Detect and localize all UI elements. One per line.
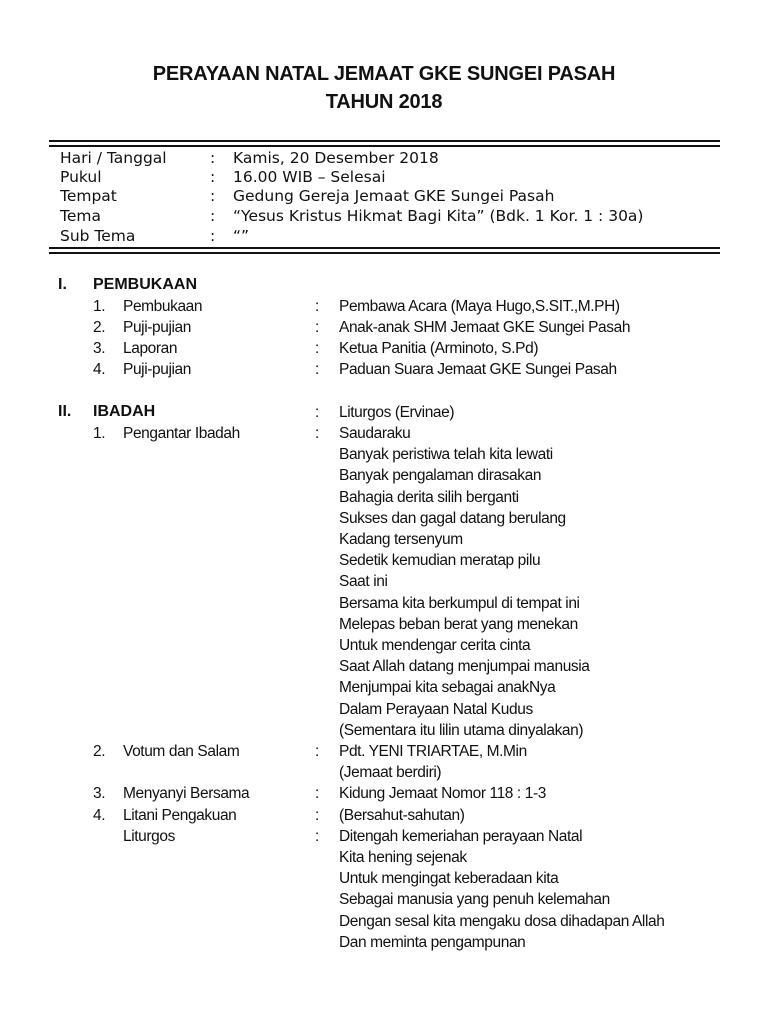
info-row-place: [60, 186, 720, 206]
item-value: Pdt. YENI TRIARTAE, M.Min: [339, 743, 527, 760]
item-value: Sedetik kemudian meratap pilu: [339, 552, 541, 570]
item-number: 3.: [93, 340, 106, 357]
ibadah-row: [0, 805, 768, 826]
item-label: Pengantar Ibadah: [123, 425, 240, 442]
item-value: Dan meminta pengampunan: [339, 933, 526, 951]
item-colon: :: [315, 319, 319, 336]
ibadah-row: [0, 571, 768, 592]
ibadah-row: [0, 593, 768, 614]
item-value: Saat ini: [339, 573, 388, 591]
item-label: Votum dan Salam: [123, 743, 240, 760]
section2-title: IBADAH: [93, 403, 156, 420]
item-number: 2.: [93, 743, 106, 760]
item-value: Bahagia derita silih berganti: [339, 488, 519, 506]
item-label: Liturgos: [123, 827, 175, 845]
ibadah-row: [0, 783, 768, 804]
info-value: “”: [233, 227, 250, 245]
item-value: (Jemaat berdiri): [339, 764, 442, 782]
info-label: Hari / Tanggal: [60, 149, 167, 167]
info-colon: :: [210, 207, 216, 225]
ibadah-row: [0, 508, 768, 529]
ibadah-row: [0, 635, 768, 656]
ibadah-row: [0, 847, 768, 868]
item-value: Banyak peristiwa telah kita lewati: [339, 446, 553, 464]
item-colon: :: [315, 404, 319, 421]
info-label: Tempat: [60, 187, 117, 205]
item-number: 2.: [93, 319, 106, 336]
item-value: Kita hening sejenak: [339, 849, 467, 866]
info-label: Tema: [60, 207, 101, 225]
item-label: Puji-pujian: [123, 361, 191, 378]
top-rule-1: [49, 140, 720, 142]
item-colon: :: [315, 785, 319, 803]
item-value: Untuk mengingat keberadaan kita: [339, 870, 559, 888]
section1-item: [0, 296, 768, 317]
ibadah-row: [0, 550, 768, 571]
document-title-line2: TAHUN 2018: [325, 91, 443, 113]
item-value: Dengan sesal kita mengaku dosa dihadapan Allah: [339, 912, 665, 930]
item-value: Menjumpai kita sebagai anakNya: [339, 679, 556, 697]
ibadah-row: [0, 656, 768, 677]
ibadah-row: [0, 741, 768, 762]
item-label: Menyanyi Bersama: [123, 785, 250, 803]
ibadah-row: [0, 826, 768, 847]
item-value: Sebagai manusia yang penuh kelemahan: [339, 891, 610, 909]
item-value: Kadang tersenyum: [339, 531, 463, 548]
info-row-theme: [60, 206, 720, 226]
item-value: Banyak pengalaman dirasakan: [339, 467, 542, 485]
item-value: Ditengah kemeriahan perayaan Natal: [339, 827, 583, 845]
info-label: Pukul: [60, 168, 102, 186]
item-number: 4.: [93, 361, 106, 378]
info-row-date: [60, 148, 720, 168]
info-colon: :: [210, 149, 216, 167]
item-label: Laporan: [123, 340, 178, 357]
section1-title: PEMBUKAAN: [93, 276, 197, 293]
ibadah-row: [0, 762, 768, 783]
item-value: (Sementara itu lilin utama dinyalakan): [339, 721, 584, 739]
item-colon: :: [315, 425, 319, 442]
item-colon: :: [315, 298, 319, 315]
item-number: 1.: [93, 298, 106, 315]
info-colon: :: [210, 168, 216, 186]
item-label: Pembukaan: [123, 298, 203, 315]
ibadah-row: [0, 614, 768, 635]
ibadah-row: [0, 677, 768, 698]
item-value: Kidung Jemaat Nomor 118 : 1-3: [339, 785, 546, 803]
ibadah-row: [0, 465, 768, 486]
info-row-time: [60, 167, 720, 187]
info-value: Gedung Gereja Jemaat GKE Sungei Pasah: [233, 187, 555, 205]
info-row-subtheme: [60, 226, 720, 246]
item-number: 1.: [93, 425, 106, 442]
section2-liturgist-row: [0, 402, 768, 423]
item-colon: :: [315, 361, 319, 378]
ibadah-row: [0, 699, 768, 720]
section2-numeral: II.: [58, 403, 72, 420]
item-colon: :: [315, 806, 319, 824]
bottom-rule-1: [49, 247, 720, 249]
item-colon: :: [315, 827, 319, 845]
ibadah-row: [0, 487, 768, 508]
item-value: Sukses dan gagal datang berulang: [339, 509, 566, 527]
item-value: Paduan Suara Jemaat GKE Sungei Pasah: [339, 361, 617, 378]
item-value: Saat Allah datang menjumpai manusia: [339, 658, 590, 676]
ibadah-row: [0, 720, 768, 741]
item-value: Pembawa Acara (Maya Hugo,S.SIT.,M.PH): [339, 298, 620, 315]
section1-item: [0, 338, 768, 359]
section1-numeral: I.: [58, 276, 67, 293]
ibadah-row: [0, 889, 768, 910]
item-value: Untuk mendengar cerita cinta: [339, 637, 531, 654]
item-value: Bersama kita berkumpul di tempat ini: [339, 594, 580, 612]
info-value: “Yesus Kristus Hikmat Bagi Kita” (Bdk. 1 Kor. 1 : 30a): [233, 207, 644, 225]
item-colon: :: [315, 340, 319, 357]
top-rule-2: [49, 145, 720, 147]
liturgist-name: Liturgos (Ervinae): [339, 404, 455, 421]
info-label: Sub Tema: [60, 227, 136, 245]
section1-item: [0, 359, 768, 380]
section1-item: [0, 317, 768, 338]
item-label: Puji-pujian: [123, 319, 191, 336]
ibadah-row: [0, 868, 768, 889]
item-number: 4.: [93, 806, 106, 824]
info-value: 16.00 WIB – Selesai: [233, 168, 386, 186]
info-colon: :: [210, 187, 216, 205]
item-value: Saudaraku: [339, 425, 411, 442]
ibadah-row: [0, 444, 768, 465]
document-title-line1: PERAYAAN NATAL JEMAAT GKE SUNGEI PASAH: [152, 63, 616, 85]
item-value: (Bersahut-sahutan): [339, 806, 465, 824]
item-value: Melepas beban berat yang menekan: [339, 615, 578, 633]
item-value: Ketua Panitia (Arminoto, S.Pd): [339, 340, 539, 357]
ibadah-row: [0, 423, 768, 444]
ibadah-row: [0, 932, 768, 953]
bottom-rule-2: [49, 252, 720, 254]
item-value: Anak-anak SHM Jemaat GKE Sungei Pasah: [339, 319, 631, 336]
item-colon: :: [315, 743, 319, 760]
ibadah-row: [0, 529, 768, 550]
item-number: 3.: [93, 785, 106, 803]
info-colon: :: [210, 227, 216, 245]
item-label: Litani Pengakuan: [123, 806, 237, 824]
info-value: Kamis, 20 Desember 2018: [233, 149, 439, 167]
ibadah-row: [0, 911, 768, 932]
item-value: Dalam Perayaan Natal Kudus: [339, 700, 533, 718]
